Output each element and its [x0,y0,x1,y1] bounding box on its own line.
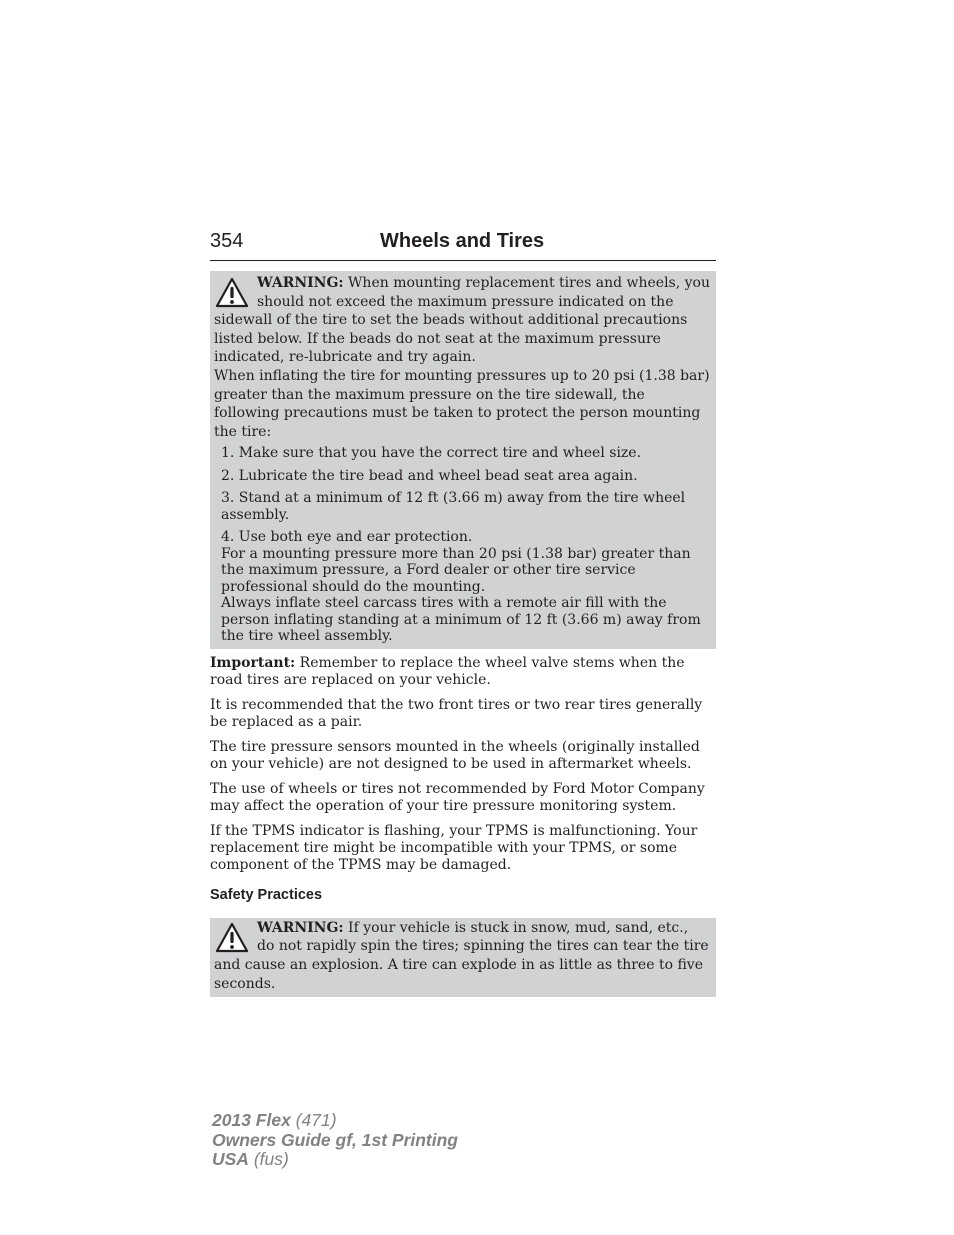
warning-precautions: When inflating the tire for mounting pressures up to 20 psi (1.38 bar) greater than the maximum pressure on the tire sidewall, the following precautions must be taken to protect the person mounting the tire: [214,367,710,440]
footer-region-line [212,1150,458,1170]
warning-intro-text: When mounting replacement tires and wheels, you should not exceed the maximum pressure indicated on the sidewall of the tire to set the beads without additional precautions listed below. If the beads do not seat at the maximum pressure indicated, re-lubricate and try again. [214,275,710,366]
page-number: 354 [210,230,244,252]
body-paragraph: The use of wheels or tires not recommended by Ford Motor Company may affect the operation of your tire pressure monitoring system. [210,780,705,814]
footer-region-code: (fus) [253,1149,289,1169]
warning-box-stuck-vehicle [210,918,716,997]
important-text: Remember to replace the wheel valve stems when the road tires are replaced on your vehicle. [210,654,685,688]
footer-model: 2013 Flex [212,1110,291,1130]
body-paragraph: The tire pressure sensors mounted in the wheels (originally installed on your vehicle) are not designed to be used in aftermarket wheels. [210,738,700,772]
footer-guide: Owners Guide gf, 1st Printing [212,1129,458,1150]
warning-label: WARNING: [257,275,344,291]
page-header [210,228,716,261]
precaution-step: 2. Lubricate the tire bead and wheel bead seat area again. [221,467,638,484]
precaution-step [221,529,710,645]
warning-box-mounting [210,271,716,649]
body-paragraph: It is recommended that the two front tires or two rear tires generally be replaced as a pair. [210,696,703,730]
body-paragraph: If the TPMS indicator is flashing, your TPMS is malfunctioning. Your replacement tire might be incompatible with your TPMS, or some component of the TPMS may be damaged. [210,822,698,873]
warning-triangle-icon [215,277,249,309]
footer-model-code: (471) [295,1110,337,1130]
steel-carcass-note: Always inflate steel carcass tires with a remote air fill with the person inflating standing at a minimum of 12 ft (3.66 m) away from the tire wheel assembly. [221,595,701,645]
warning-stuck-body: If your vehicle is stuck in snow, mud, sand, etc., do not rapidly spin the tires; spinning the tires can tear the tire and cause an explosion. A tire can explode in as little as three to five seconds. [214,919,709,992]
footer-region: USA [212,1149,249,1169]
section-title: Wheels and Tires [380,230,545,252]
important-label: Important: [210,654,296,671]
safety-practices-heading: Safety Practices [210,886,323,903]
precaution-step: 1. Make sure that you have the correct tire and wheel size. [221,445,642,462]
warning-stuck-text [214,919,710,993]
page-footer [212,1111,458,1170]
warning-label: WARNING: [257,919,344,936]
precaution-steps [221,445,710,645]
warning-intro [214,274,710,367]
precaution-step: 3. Stand at a minimum of 12 ft (3.66 m) away from the tire wheel assembly. [221,490,686,523]
precaution-step-text: 4. Use both eye and ear protection. [221,529,473,546]
important-note [210,655,716,689]
page-content [210,271,716,997]
warning-triangle-icon [215,922,249,954]
dealer-mounting-note: For a mounting pressure more than 20 psi (1.38 bar) greater than the maximum pressure, a Ford dealer or other tire service professional should do the mounting. [221,545,691,595]
footer-model-line [212,1111,458,1131]
